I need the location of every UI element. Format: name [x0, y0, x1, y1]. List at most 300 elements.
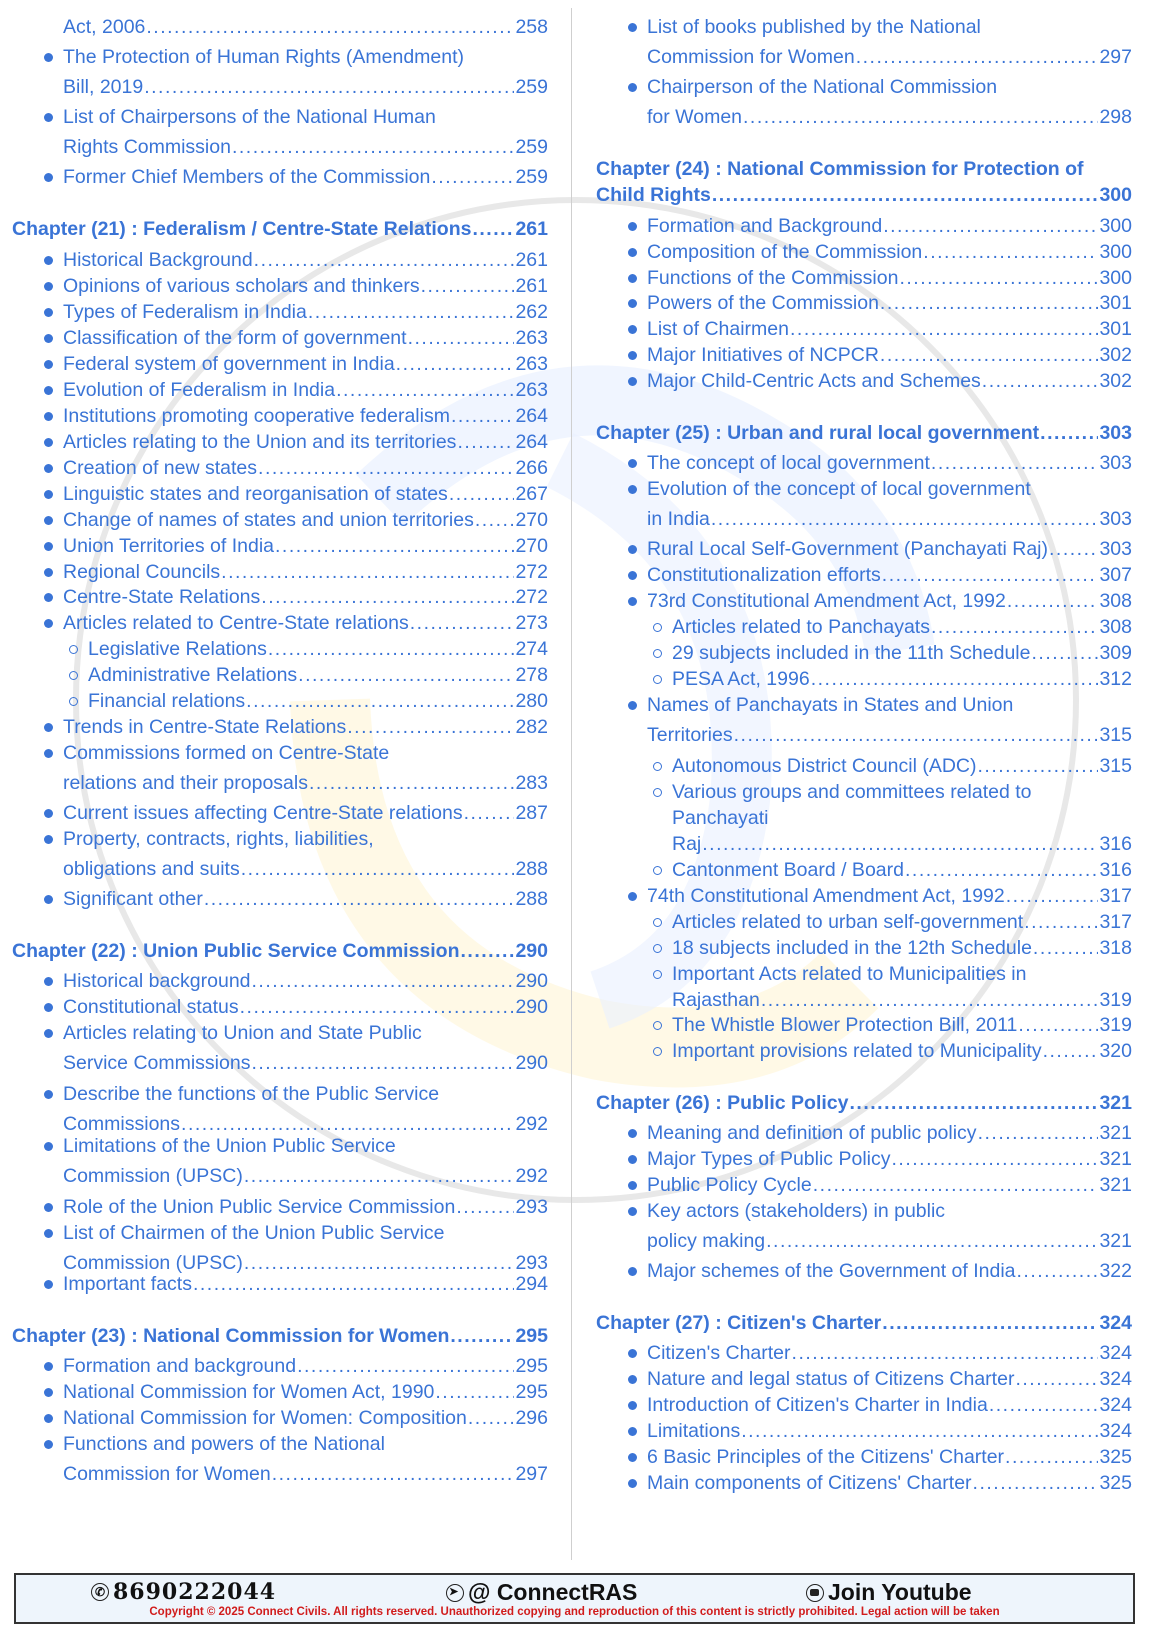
entry-title: National Commission for Women: Composition — [63, 1407, 467, 1429]
page-number: 309 — [1099, 642, 1132, 664]
bullet-icon — [37, 586, 59, 608]
page-number: 315 — [1099, 755, 1132, 777]
dot-leader — [882, 1312, 1098, 1334]
toc-chapter-heading[interactable] — [596, 1312, 1132, 1334]
bullet-icon — [621, 1148, 643, 1170]
dot-leader — [849, 1092, 1098, 1114]
page-number: 302 — [1099, 344, 1132, 366]
page-number: 263 — [515, 379, 548, 401]
toc-sub-item[interactable] — [88, 664, 548, 686]
page-number: 259 — [515, 136, 548, 158]
bullet-icon — [621, 694, 643, 716]
dot-leader — [396, 353, 515, 375]
toc-item[interactable] — [63, 1083, 548, 1135]
toc-item[interactable] — [647, 1472, 1132, 1494]
toc-item[interactable] — [63, 1433, 548, 1485]
toc-item[interactable] — [63, 1196, 548, 1218]
dot-leader — [246, 690, 514, 712]
entry-title: Child Rights — [596, 184, 711, 206]
page-number: 274 — [515, 638, 548, 660]
entry-title: Rajasthan — [672, 989, 760, 1011]
page-number: 307 — [1099, 564, 1132, 586]
toc-sub-item[interactable] — [672, 937, 1132, 959]
toc-sub-item[interactable] — [672, 781, 1132, 855]
dot-leader — [880, 292, 1099, 314]
bullet-icon — [37, 1355, 59, 1377]
page-number: 293 — [515, 1196, 548, 1218]
page-number: 295 — [515, 1381, 548, 1403]
toc-item[interactable] — [63, 457, 548, 479]
toc-item[interactable] — [647, 16, 1132, 68]
dot-leader — [734, 724, 1099, 746]
entry-title: Composition of the Commission — [647, 241, 923, 263]
page-number: 319 — [1099, 1014, 1132, 1036]
toc-item[interactable] — [647, 452, 1132, 474]
dot-leader — [431, 166, 514, 188]
toc-item[interactable] — [63, 1381, 548, 1403]
dot-leader — [1018, 1014, 1098, 1036]
page-number: 302 — [1099, 370, 1132, 392]
toc-item[interactable] — [63, 716, 548, 738]
toc-item[interactable] — [63, 106, 548, 158]
dot-leader — [761, 989, 1099, 1011]
toc-item[interactable] — [647, 215, 1132, 237]
toc-sub-item[interactable] — [672, 859, 1132, 881]
entry-title: Important Acts related to Municipalities in — [672, 963, 1027, 985]
entry-title: Constitutionalization efforts — [647, 564, 881, 586]
entry-title: Financial relations — [88, 690, 246, 712]
page-number: 316 — [1099, 859, 1132, 881]
toc-item[interactable] — [647, 694, 1132, 746]
toc-item[interactable] — [647, 1122, 1132, 1144]
bullet-icon — [621, 215, 643, 237]
toc-sub-item[interactable] — [672, 616, 1132, 638]
page-number: 295 — [515, 1325, 548, 1347]
dot-leader — [297, 1355, 514, 1377]
dot-leader — [1033, 937, 1099, 959]
bullet-icon — [37, 1407, 59, 1429]
entry-title: Chapter (22) : Union Public Service Commission — [12, 940, 460, 962]
toc-item[interactable] — [63, 379, 548, 401]
entry-title: Constitutional status — [63, 996, 239, 1018]
page-number: 297 — [515, 1463, 548, 1485]
toc-sub-item[interactable] — [88, 638, 548, 660]
toc-item[interactable] — [63, 327, 548, 349]
toc-item[interactable] — [63, 301, 548, 323]
page-number: 321 — [1099, 1148, 1132, 1170]
entry-title: Rural Local Self-Government (Panchayati Raj) — [647, 538, 1049, 560]
page-number: 324 — [1099, 1420, 1132, 1442]
entry-title: The Whistle Blower Protection Bill, 2011 — [672, 1014, 1018, 1036]
dot-leader — [1007, 590, 1099, 612]
entry-title: Key actors (stakeholders) in public — [647, 1200, 946, 1222]
page-number: 315 — [1099, 724, 1132, 746]
toc-item[interactable] — [63, 166, 548, 188]
page-number: 259 — [515, 166, 548, 188]
entry-title: 18 subjects included in the 12th Schedule — [672, 937, 1032, 959]
dot-leader — [457, 431, 514, 453]
bullet-icon — [37, 1022, 59, 1044]
toc-item[interactable] — [63, 509, 548, 531]
toc-sub-item[interactable] — [672, 1040, 1132, 1062]
toc-item[interactable] — [63, 275, 548, 297]
dot-leader — [298, 664, 514, 686]
bullet-icon — [621, 1342, 643, 1364]
entry-title: Types of Federalism in India — [63, 301, 307, 323]
toc-item[interactable] — [63, 561, 548, 583]
dot-leader — [450, 1325, 514, 1347]
dot-leader — [880, 344, 1099, 366]
entry-title: Historical Background — [63, 249, 253, 271]
page-number: 303 — [1099, 538, 1132, 560]
page-number: 261 — [515, 249, 548, 271]
page-number: 261 — [515, 275, 548, 297]
entry-title: in India — [647, 508, 710, 530]
dot-leader — [1049, 538, 1098, 560]
toc-item[interactable] — [63, 249, 548, 271]
toc-item[interactable] — [647, 344, 1132, 366]
entry-title: Creation of new states — [63, 457, 258, 479]
dot-leader — [813, 1174, 1099, 1196]
dot-leader — [978, 755, 1099, 777]
dot-leader — [1005, 1446, 1098, 1468]
dot-leader — [241, 858, 515, 880]
toc-item[interactable] — [63, 46, 548, 98]
bullet-icon — [37, 166, 59, 188]
toc-item[interactable] — [647, 478, 1132, 530]
bullet-icon — [37, 353, 59, 375]
page-number: 300 — [1099, 184, 1132, 206]
page-number: 312 — [1099, 668, 1132, 690]
entry-title: 73rd Constitutional Amendment Act, 1992 — [647, 590, 1006, 612]
toc-item[interactable] — [63, 405, 548, 427]
entry-title: Articles relating to the Union and its territories — [63, 431, 457, 453]
entry-title: for Women — [647, 106, 743, 128]
entry-title: Powers of the Commission — [647, 292, 879, 314]
entry-title: Various groups and committees related to — [672, 781, 1032, 803]
toc-item[interactable] — [63, 612, 548, 634]
dot-leader — [475, 509, 515, 531]
page-number: 259 — [515, 76, 548, 98]
dot-leader — [792, 1342, 1099, 1364]
entry-title: Major schemes of the Government of India — [647, 1260, 1016, 1282]
page-number: 262 — [515, 301, 548, 323]
bullet-icon — [37, 405, 59, 427]
dot-leader — [973, 1472, 1099, 1494]
entry-title: Legislative Relations — [88, 638, 267, 660]
entry-title: Role of the Union Public Service Commission — [63, 1196, 456, 1218]
page-number: 263 — [515, 353, 548, 375]
toc-item[interactable] — [63, 828, 548, 880]
page-number: 288 — [515, 888, 548, 910]
toc-chapter-heading[interactable] — [596, 158, 1132, 206]
dot-leader — [258, 457, 514, 479]
dot-leader — [702, 833, 1098, 855]
page-number: 300 — [1099, 215, 1132, 237]
dot-leader — [254, 249, 515, 271]
bullet-icon — [37, 1433, 59, 1455]
toc-chapter-heading[interactable] — [596, 1092, 1132, 1114]
entry-title: Former Chief Members of the Commission — [63, 166, 431, 188]
copyright-notice: Copyright © 2025 Connect Civils. All rights reserved. Unauthorized copying and reproduction of this content is strictly prohibited. Legal action will be taken — [149, 1606, 1000, 1618]
dot-leader — [275, 535, 514, 557]
dot-leader — [468, 1407, 515, 1429]
toc-sub-item[interactable] — [672, 668, 1132, 690]
toc-item[interactable] — [647, 241, 1132, 263]
toc-item[interactable] — [63, 1355, 548, 1377]
toc-item[interactable] — [647, 1394, 1132, 1416]
hollow-bullet-icon — [646, 937, 668, 959]
page-number: 324 — [1099, 1342, 1132, 1364]
bullet-icon — [621, 1122, 643, 1144]
entry-title: Commission for Women — [647, 46, 855, 68]
dot-leader — [435, 1381, 514, 1403]
toc-item[interactable] — [647, 318, 1132, 340]
entry-title: List of Chairpersons of the National Human — [63, 106, 436, 128]
bullet-icon — [37, 46, 59, 68]
page-number: 280 — [515, 690, 548, 712]
page-number: 324 — [1099, 1312, 1132, 1334]
entry-title: PESA Act, 1996 — [672, 668, 810, 690]
entry-title: Evolution of the concept of local government — [647, 478, 1031, 500]
toc-item[interactable] — [647, 538, 1132, 560]
toc-item[interactable] — [647, 1420, 1132, 1442]
dot-leader — [1015, 1368, 1098, 1390]
toc-item[interactable] — [647, 564, 1132, 586]
page-number: 293 — [515, 1252, 548, 1274]
entry-title: Chapter (26) : Public Policy — [596, 1092, 849, 1114]
bullet-icon — [37, 249, 59, 271]
entry-title: Commissions — [63, 1113, 181, 1135]
toc-item[interactable] — [647, 1342, 1132, 1364]
entry-title: Limitations of the Union Public Service — [63, 1135, 396, 1157]
dot-leader — [308, 301, 515, 323]
toc-chapter-heading[interactable] — [596, 422, 1132, 444]
bullet-icon — [37, 457, 59, 479]
entry-title: Cantonment Board / Board — [672, 859, 904, 881]
entry-title: Classification of the form of government — [63, 327, 407, 349]
bullet-icon — [621, 590, 643, 612]
dot-leader — [146, 16, 514, 38]
entry-title: Citizen's Charter — [647, 1342, 791, 1364]
dot-leader — [741, 1420, 1098, 1442]
toc-item[interactable] — [647, 1200, 1132, 1252]
page-number: 320 — [1099, 1040, 1132, 1062]
bullet-icon — [37, 327, 59, 349]
bullet-icon — [37, 275, 59, 297]
footer-phone[interactable] — [91, 1579, 276, 1605]
toc-chapter-heading[interactable] — [12, 940, 548, 962]
toc-item[interactable] — [63, 16, 548, 38]
page-number: 290 — [515, 996, 548, 1018]
toc-sub-item[interactable] — [672, 911, 1132, 933]
hollow-bullet-icon — [646, 911, 668, 933]
dot-leader — [144, 76, 514, 98]
bullet-icon — [621, 1260, 643, 1282]
page-number: 324 — [1099, 1394, 1132, 1416]
toc-item[interactable] — [647, 292, 1132, 314]
entry-title: Opinions of various scholars and thinkers — [63, 275, 420, 297]
bullet-icon — [621, 1368, 643, 1390]
dot-leader — [204, 888, 515, 910]
dot-leader — [232, 136, 514, 158]
toc-item[interactable] — [647, 885, 1132, 907]
toc-item[interactable] — [63, 535, 548, 557]
bullet-icon — [621, 1394, 643, 1416]
entry-title: List of Chairmen — [647, 318, 789, 340]
toc-item[interactable] — [647, 267, 1132, 289]
entry-title: Public Policy Cycle — [647, 1174, 812, 1196]
page-number: 321 — [1099, 1122, 1132, 1144]
page-number: 321 — [1099, 1230, 1132, 1252]
hollow-bullet-icon — [646, 642, 668, 664]
dot-leader — [252, 970, 515, 992]
entry-title: Raj — [672, 833, 702, 855]
toc-item[interactable] — [63, 1222, 548, 1274]
entry-title: Commission (UPSC) — [63, 1165, 243, 1187]
toc-sub-item[interactable] — [672, 963, 1132, 1011]
toc-sub-item[interactable] — [88, 690, 548, 712]
toc-sub-item[interactable] — [672, 642, 1132, 664]
dot-leader — [899, 267, 1098, 289]
telegram-icon: ➤ — [446, 1584, 464, 1602]
column-divider — [571, 8, 572, 1560]
entry-title: Regional Councils — [63, 561, 221, 583]
toc-item[interactable] — [647, 76, 1132, 128]
page-number: 303 — [1099, 422, 1132, 444]
dot-leader — [1040, 422, 1098, 444]
bullet-icon — [621, 76, 643, 98]
toc-item[interactable] — [63, 483, 548, 505]
page-number: 301 — [1099, 292, 1132, 314]
toc-item[interactable] — [63, 586, 548, 608]
toc-item[interactable] — [63, 970, 548, 992]
entry-title: Introduction of Citizen's Charter in India — [647, 1394, 988, 1416]
bullet-icon — [621, 478, 643, 500]
page-number: 283 — [515, 772, 548, 794]
toc-item[interactable] — [63, 1407, 548, 1429]
entry-title: Major Types of Public Policy — [647, 1148, 891, 1170]
page-number: 308 — [1099, 616, 1132, 638]
toc-item[interactable] — [63, 996, 548, 1018]
entry-title: Rights Commission — [63, 136, 231, 158]
toc-item[interactable] — [63, 1273, 548, 1295]
page-number: 292 — [515, 1165, 548, 1187]
bullet-icon — [37, 483, 59, 505]
bullet-icon — [37, 612, 59, 634]
entry-title: Commission (UPSC) — [63, 1252, 243, 1274]
entry-title: Chapter (24) : National Commission for Protection of — [596, 158, 1084, 180]
entry-title: Limitations — [647, 1420, 741, 1442]
bullet-icon — [37, 431, 59, 453]
toc-item[interactable] — [63, 1022, 548, 1074]
entry-title: Chapter (27) : Citizen's Charter — [596, 1312, 882, 1334]
entry-title: Important provisions related to Municipality — [672, 1040, 1042, 1062]
entry-title: List of Chairmen of the Union Public Service — [63, 1222, 445, 1244]
bullet-icon — [621, 564, 643, 586]
dot-leader — [449, 483, 515, 505]
toc-item[interactable] — [63, 742, 548, 794]
bullet-icon — [37, 888, 59, 910]
dot-leader — [451, 405, 515, 427]
entry-title: National Commission for Women Act, 1990 — [63, 1381, 435, 1403]
toc-item[interactable] — [647, 370, 1132, 392]
toc-chapter-heading[interactable] — [12, 218, 548, 240]
dot-leader — [1024, 911, 1098, 933]
hollow-bullet-icon — [646, 668, 668, 690]
toc-item[interactable] — [647, 1174, 1132, 1196]
toc-item[interactable] — [63, 1135, 548, 1187]
page-number: 264 — [515, 405, 548, 427]
youtube-label: Join Youtube — [828, 1579, 972, 1605]
bullet-icon — [37, 561, 59, 583]
toc-item[interactable] — [63, 888, 548, 910]
entry-title: Names of Panchayats in States and Union — [647, 694, 1014, 716]
dot-leader — [882, 564, 1099, 586]
toc-item[interactable] — [647, 590, 1132, 612]
toc-item[interactable] — [63, 431, 548, 453]
bullet-icon — [37, 1196, 59, 1218]
dot-leader — [856, 46, 1099, 68]
entry-title: Articles related to urban self-government — [672, 911, 1024, 933]
page-number: 308 — [1099, 590, 1132, 612]
bullet-icon — [37, 535, 59, 557]
page-number: 294 — [515, 1273, 548, 1295]
dot-leader — [989, 1394, 1099, 1416]
dot-leader — [336, 379, 514, 401]
entry-title: Current issues affecting Centre-State relations — [63, 802, 463, 824]
dot-leader — [181, 1113, 514, 1135]
toc-item[interactable] — [63, 802, 548, 824]
dot-leader — [461, 940, 515, 962]
toc-chapter-heading[interactable] — [12, 1325, 548, 1347]
toc-sub-item[interactable] — [672, 1014, 1132, 1036]
entry-title: List of books published by the National — [647, 16, 981, 38]
footer-youtube[interactable] — [806, 1579, 972, 1606]
page-number: 298 — [1099, 106, 1132, 128]
entry-title: 29 subjects included in the 11th Schedule — [672, 642, 1031, 664]
page-number: 317 — [1099, 911, 1132, 933]
toc-sub-item[interactable] — [672, 755, 1132, 777]
page-number: 324 — [1099, 1368, 1132, 1390]
toc-item[interactable] — [647, 1368, 1132, 1390]
toc-item[interactable] — [63, 353, 548, 375]
hollow-bullet-icon — [646, 616, 668, 638]
telegram-handle: @ ConnectRAS — [468, 1579, 638, 1605]
entry-title: Institutions promoting cooperative federalism — [63, 405, 450, 427]
toc-item[interactable] — [647, 1446, 1132, 1468]
entry-title: Functions of the Commission — [647, 267, 899, 289]
dot-leader — [193, 1273, 514, 1295]
bullet-icon — [37, 1381, 59, 1403]
page-number: 273 — [515, 612, 548, 634]
entry-title: Chairperson of the National Commission — [647, 76, 998, 98]
page-number: 270 — [515, 509, 548, 531]
bullet-icon — [621, 1472, 643, 1494]
footer-telegram[interactable] — [446, 1579, 637, 1606]
page-number: 322 — [1099, 1260, 1132, 1282]
toc-item[interactable] — [647, 1260, 1132, 1282]
dot-leader — [240, 996, 515, 1018]
entry-title: Panchayati — [672, 807, 769, 829]
dot-leader — [408, 327, 515, 349]
page-number: 317 — [1099, 885, 1132, 907]
page-number: 300 — [1099, 267, 1132, 289]
toc-item[interactable] — [647, 1148, 1132, 1170]
entry-title: Significant other — [63, 888, 203, 910]
dot-leader — [268, 638, 515, 660]
hollow-bullet-icon — [62, 664, 84, 686]
